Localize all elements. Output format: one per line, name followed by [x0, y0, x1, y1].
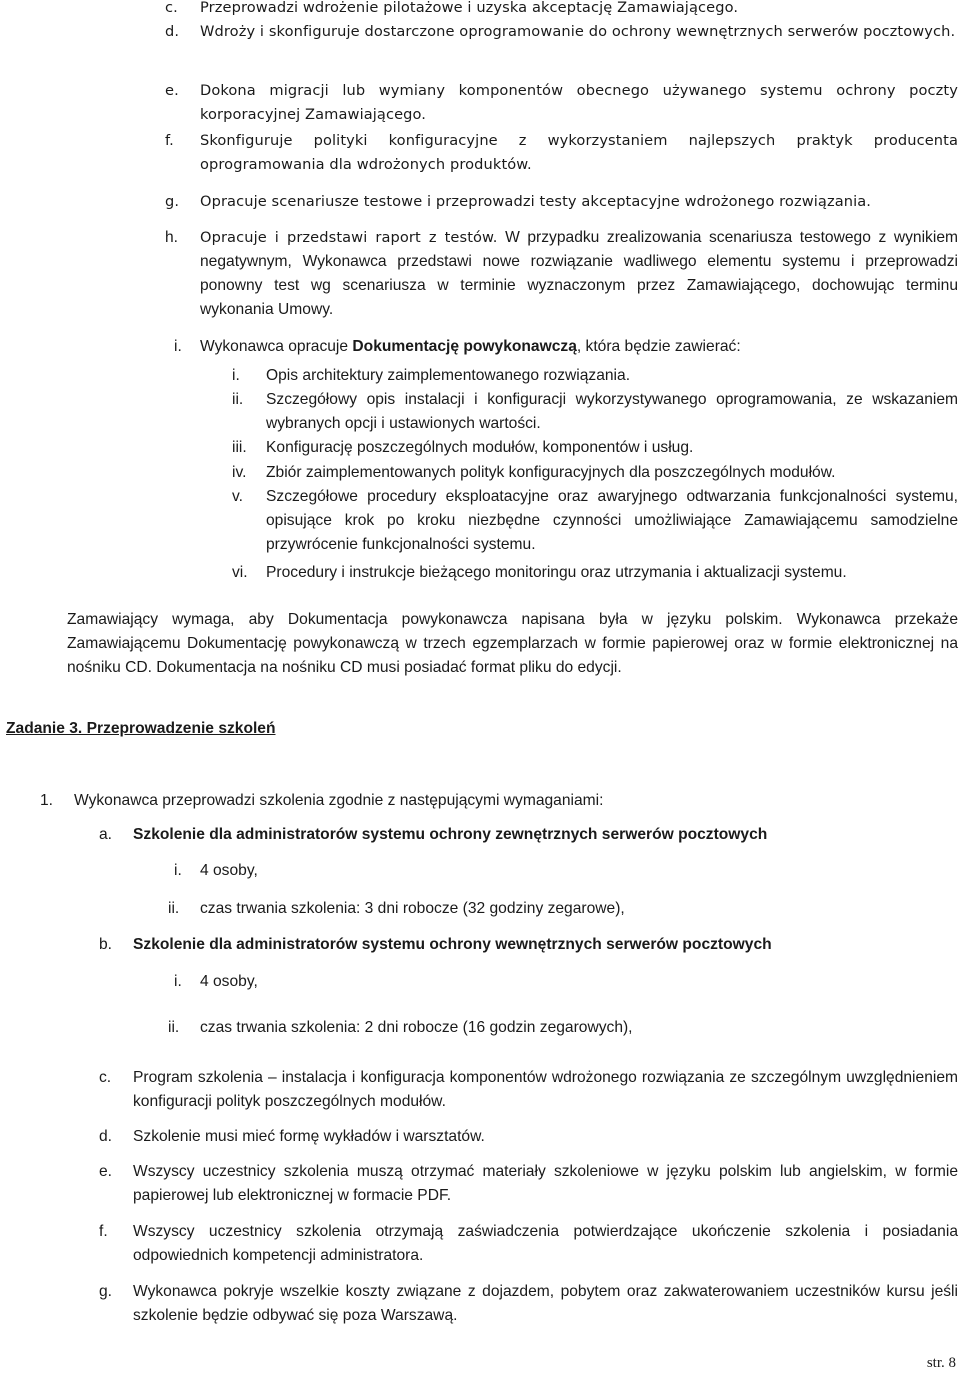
training-sub-item: i. 4 osoby, [174, 973, 258, 990]
training-item-b: b. Szkolenie dla administratorów systemu ochrony wewnętrznych serwerów pocztowych [99, 936, 772, 953]
section-title: Zadanie 3. Przeprowadzenie szkoleń [6, 720, 276, 737]
training-item-g: g. Wykonawca pokryje wszelkie koszty związane z dojazdem, pobytem oraz zakwaterowaniem uczestników kursu jeśli szkolenie będzie odbywać się poza Warszawą. [99, 1283, 958, 1324]
training-sub-item: i. 4 osoby, [174, 862, 258, 879]
list-item-e: e. Dokona migracji lub wymiany komponentów obecnego używanego systemu ochrony poczty korporacyjnej Zamawiającego. [165, 82, 958, 123]
page-number: str. 8 [926, 1355, 956, 1371]
list-item-d: d. Wdroży i skonfiguruje dostarczone oprogramowanie do ochrony wewnętrznych serwerów pocztowych. [165, 23, 956, 40]
doc-item: vi. Procedury i instrukcje bieżącego monitoringu oraz utrzymania i aktualizacji systemu. [232, 564, 847, 581]
doc-item: iii. Konfigurację poszczególnych modułów, komponentów i usług. [232, 439, 694, 456]
list-item-f: f. Skonfiguruje polityki konfiguracyjne z wykorzystaniem najlepszych praktyk producenta oprogramowania dla wdrożonych produktów. [165, 132, 958, 173]
doc-item: iv. Zbiór zaimplementowanych polityk konfiguracyjnych dla poszczególnych modułów. [232, 464, 836, 481]
training-item-a: a. Szkolenie dla administratorów systemu ochrony zewnętrznych serwerów pocztowych [99, 826, 768, 843]
training-item-c: c. Program szkolenia – instalacja i konfiguracja komponentów wdrożonego rozwiązania ze szczególnym uwzględnieniem konfiguracji polityk poszczególnych modułów. [99, 1069, 958, 1110]
training-item-f: f. Wszyscy uczestnicy szkolenia otrzymają zaświadczenia potwierdzające ukończenie szkolenia i posiadania odpowiednich kompetencji administratora. [99, 1223, 958, 1264]
list-item-c: c. Przeprowadzi wdrożenie pilotażowe i uzyska akceptację Zamawiającego. [165, 0, 739, 16]
doc-item: i. Opis architektury zaimplementowanego rozwiązania. [232, 367, 631, 384]
list-item-h-text: Opracuje i przedstawi raport z testów. W przypadku zrealizowania scenariusza testowego z wynikiem negatywnym, Wykonawca przedstawi nowe rozwiązanie wadliwego elementu systemu i przeprowadzi ponowny test wg scenariusza w terminie wyznaczonym przez Zamawiającego, dochowując terminu wykonania Umowy. [200, 229, 958, 318]
documentation-paragraph: Zamawiający wymaga, aby Dokumentacja powykonawcza napisana była w języku polskim. Wykonawca przekaże Zamawiającemu Dokumentację powykonawczą w trzech egzemplarzach w formie papierowej oraz w formie elektronicznej na nośniku CD. Dokumentacja na nośniku CD musi posiadać format pliku do edycji. [67, 611, 958, 676]
list-item-i: i. Wykonawca opracuje Dokumentację powykonawczą, która będzie zawierać: [174, 338, 741, 355]
doc-item: ii. Szczegółowy opis instalacji i konfiguracji wykorzystywanego oprogramowania, ze wskazaniem wybranych opcji i ustawionych wartości. [232, 391, 958, 432]
list-item-h: h. Opracuje i przedstawi raport z testów. W przypadku zrealizowania scenariusza testowego z wynikiem negatywnym, Wykonawca przedstawi nowe rozwiązanie wadliwego elementu systemu i przeprowadzi ponowny test wg scenariusza w terminie wyznaczonym przez Zamawiającego, dochowując terminu wykonania Umowy. [0, 226, 960, 322]
list-item-g: g. Opracuje scenariusze testowe i przeprowadzi testy akceptacyjne wdrożonego rozwiązania. [165, 193, 872, 210]
training-sub-item: ii. czas trwania szkolenia: 3 dni robocze (32 godziny zegarowe), [168, 900, 625, 917]
training-sub-item: ii. czas trwania szkolenia: 2 dni robocze (16 godzin zegarowych), [168, 1019, 633, 1036]
doc-item: v. Szczegółowe procedury eksploatacyjne oraz awaryjnego odtwarzania funkcjonalności systemu, opisujące krok po kroku niezbędne czynności umożliwiające Zamawiającemu samodzielne przywrócenie funkcjonalności systemu. [232, 488, 958, 553]
training-item-d: d. Szkolenie musi mieć formę wykładów i warsztatów. [99, 1128, 485, 1145]
requirements-intro: 1. Wykonawca przeprowadzi szkolenia zgodnie z następującymi wymaganiami: [40, 792, 604, 809]
training-item-e: e. Wszyscy uczestnicy szkolenia muszą otrzymać materiały szkoleniowe w języku polskim lub angielskim, w formie papierowej lub elektronicznej w formacie PDF. [99, 1163, 958, 1204]
